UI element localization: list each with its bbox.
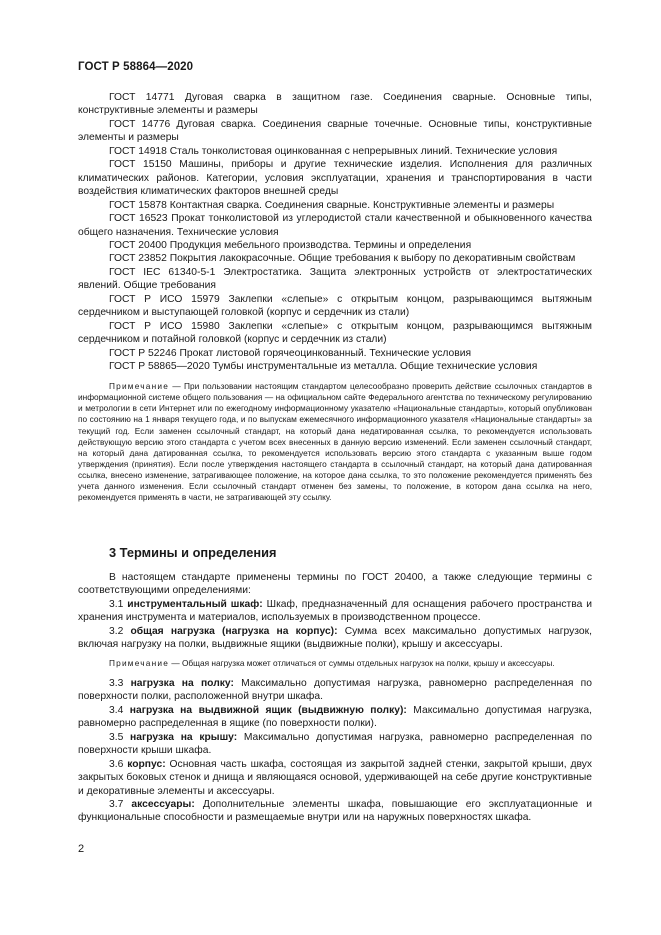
references-note xyxy=(78,381,592,503)
references-list xyxy=(78,91,592,374)
term-entry xyxy=(78,677,592,704)
term-name: нагрузка на крышу: xyxy=(130,731,238,743)
note-label: Примечание xyxy=(109,381,170,391)
reference-item: ГОСТ Р ИСО 15980 Заклепки «слепые» с открытым концом, разрывающимся вытяжным сердечником и потайной головкой (корпус и сердечник из стали) xyxy=(78,320,592,346)
reference-item: ГОСТ Р 52246 Прокат листовой горячеоцинкованный. Технические условия xyxy=(109,347,472,359)
reference-item: ГОСТ 15150 Машины, приборы и другие технические изделия. Исполнения для различных климатических районов. Категории, условия эксплуатации, хранения и транспортирования в части воздействия климатических факторов внешней среды xyxy=(78,159,592,198)
term-definition: Сумма всех максимально допустимых нагрузок, включая нагрузку на полки, выдвижные ящики (выдвижные полки), крышу и аксессуары. xyxy=(78,625,592,651)
term-name: инструментальный шкаф: xyxy=(127,598,263,610)
term-definition: Дополнительные элементы шкафа, повышающие его эксплуатационные и функциональные способности и размещаемые внутри или на наружных поверхностях шкафа. xyxy=(78,799,592,824)
term-entry xyxy=(78,598,592,625)
term-name: общая нагрузка (нагрузка на корпус): xyxy=(130,625,338,637)
term-name: нагрузка на полку: xyxy=(130,677,234,689)
reference-item: ГОСТ 16523 Прокат тонколистовой из углеродистой стали качественной и обыкновенного качества общего назначения. Технические условия xyxy=(78,213,592,238)
page-number: 2 xyxy=(78,843,85,855)
reference-item: ГОСТ 20400 Продукция мебельного производства. Термины и определения xyxy=(109,239,472,251)
term-entry xyxy=(78,731,592,758)
reference-item: ГОСТ 23852 Покрытия лакокрасочные. Общие требования к выбору по декоративным свойствам xyxy=(109,253,576,265)
term-name: нагрузка на выдвижной ящик (выдвижную полку): xyxy=(129,704,407,716)
note-text: — При пользовании настоящим стандартом целесообразно проверить действие ссылочных стандартов в информационной системе общего пользования — на официальном сайте Федерального агентства по техническому регулированию и метрологии в сети Интернет или по ежегодному информационному указателю «Национальные стандарты», который опубликован по состоянию на 1 января текущего года, и по выпускам ежемесячного информационного указателя «Национальные стандарты» за текущий год. Если заменен ссылочный стандарт, на который дана недатированная ссылка, то рекомендуется использовать действующую версию этого стандарта с учетом всех внесенных в данную версию изменений. Если заменен ссылочный стандарт, на который дана датированная ссылка, то рекомендуется использовать версию этого стандарта с указанным выше годом утверждения (принятия). Если после утверждения настоящего стандарта в ссылочный стандарт, на который дана датированная ссылка, внесено изменение, затрагивающее положение, на которое дана ссылка, то это положение рекомендуется применять без учета данного изменения. Если ссылочный стандарт отменен без замены, то положение, в котором дана ссылка на него, рекомендуется применять в части, не затрагивающей эту ссылку. xyxy=(78,381,592,503)
term-number: 3.2 xyxy=(109,625,131,637)
reference-item: ГОСТ 14771 Дуговая сварка в защитном газе. Соединения сварные. Основные типы, конструктивные элементы и размеры xyxy=(78,92,592,117)
reference-item: ГОСТ 14918 Сталь тонколистовая оцинкованная с непрерывных линий. Технические условия xyxy=(109,145,558,157)
term-number: 3.1 xyxy=(109,598,128,610)
note-label: Примечание xyxy=(109,657,170,668)
term-entry xyxy=(78,625,592,652)
term-definition: Основная часть шкафа, состоящая из закрытой задней стенки, закрытой крыши, двух закрытых боковых стенок и днища и являющаяся основой, удерживающей на себе другие конструктивные и декоративные элементы и аксессуары. xyxy=(78,758,592,797)
reference-item: ГОСТ 15878 Контактная сварка. Соединения сварные. Конструктивные элементы и размеры xyxy=(109,199,555,211)
term-name: корпус: xyxy=(127,758,166,770)
term-entry xyxy=(78,798,592,825)
section-heading: 3 Термины и определения xyxy=(109,545,277,560)
term-number: 3.4 xyxy=(109,704,130,716)
term-number: 3.7 xyxy=(109,799,132,810)
note-paragraph xyxy=(78,381,592,503)
document-header: ГОСТ Р 58864—2020 xyxy=(78,61,194,73)
term-number: 3.5 xyxy=(109,731,131,743)
reference-item: ГОСТ IEC 61340-5-1 Электростатика. Защита электронных устройств от электростатических явлений. Общие требования xyxy=(78,266,592,292)
reference-item: ГОСТ Р 58865—2020 Тумбы инструментальные из металла. Общие технические условия xyxy=(109,361,538,373)
term-definition: Шкаф, предназначенный для оснащения рабочего пространства и хранения инструмента и материалов, используемых в производственном процессе. xyxy=(78,598,592,624)
term-note xyxy=(78,658,592,669)
term-entry xyxy=(78,758,592,798)
terms-section xyxy=(78,571,592,825)
reference-item: ГОСТ 14776 Дуговая сварка. Соединения сварные точечные. Основные типы, конструктивные элементы и размеры xyxy=(78,118,592,144)
term-definition: Максимально допустимая нагрузка, равномерно распределенная в ящике (по поверхности полки). xyxy=(78,704,592,730)
term-number: 3.6 xyxy=(109,758,128,770)
term-name: аксессуары: xyxy=(131,799,195,810)
term-number: 3.3 xyxy=(109,677,131,689)
term-entry xyxy=(78,704,592,731)
term-definition: Максимально допустимая нагрузка, равномерно распределенная по поверхности крыши шкафа. xyxy=(78,731,592,757)
intro-paragraph: В настоящем стандарте применены термины по ГОСТ 20400, а также следующие термины с соответствующими определениями: xyxy=(78,572,592,597)
note-text: — Общая нагрузка может отличаться от суммы отдельных нагрузок на полки, крышу и аксессуары. xyxy=(169,657,555,668)
note-paragraph xyxy=(78,658,592,669)
reference-item: ГОСТ Р ИСО 15979 Заклепки «слепые» с открытым концом, разрывающимся вытяжным сердечником и выступающей головкой (корпус и сердечник из стали) xyxy=(78,293,592,319)
term-definition: Максимально допустимая нагрузка, равномерно распределенная по поверхности полки, расположенной внутри шкафа. xyxy=(78,677,592,703)
